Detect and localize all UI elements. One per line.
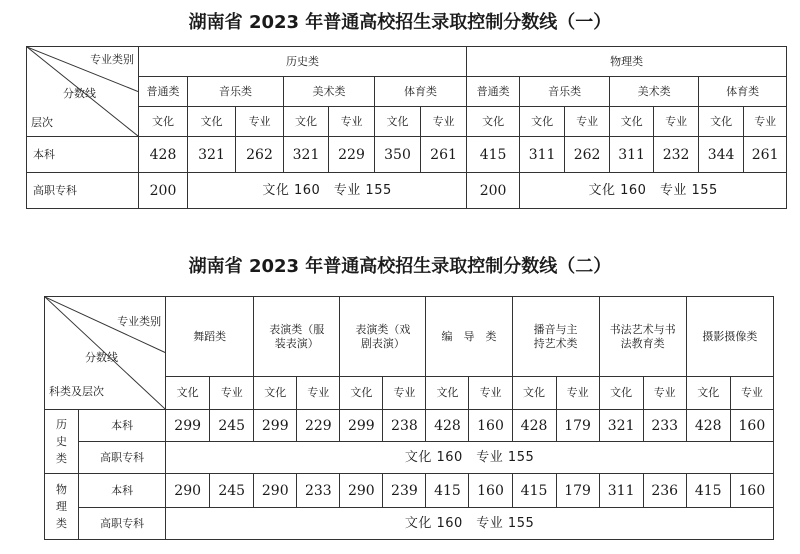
subheader-zhuanye: 专业 (210, 377, 254, 410)
category-sports: 体育类 (375, 77, 467, 107)
score-cell: 311 (599, 474, 643, 508)
merged-score-cell: 文化 160 专业 155 (188, 173, 467, 209)
score-cell: 321 (188, 137, 236, 173)
score-cell: 160 (469, 474, 512, 508)
category-performance-fashion: 表演类（服装表演） (254, 297, 340, 377)
table1-title: 湖南省 2023 年普通高校招生录取控制分数线（一） (188, 12, 612, 33)
score-cell: 233 (643, 410, 686, 442)
score-cell: 415 (426, 474, 469, 508)
score-cell: 245 (210, 410, 254, 442)
score-cell: 179 (556, 410, 599, 442)
score-cell: 160 (730, 474, 773, 508)
category-music: 音乐类 (188, 77, 284, 107)
score-cell: 229 (297, 410, 340, 442)
score-cell: 200 (467, 173, 520, 209)
history-group-header: 历史类 (139, 47, 467, 77)
score-cell: 428 (426, 410, 469, 442)
subheader-wenhua: 文化 (610, 107, 654, 137)
score-cell: 415 (467, 137, 520, 173)
score-cell: 238 (383, 410, 426, 442)
subheader-wenhua: 文化 (686, 377, 730, 410)
subheader-zhuanye: 专业 (654, 107, 699, 137)
subheader-zhuanye: 专业 (297, 377, 340, 410)
table-row (27, 173, 787, 209)
physics-group-header: 物理类 (467, 47, 787, 77)
group-label-physics: 物理类 (45, 474, 79, 540)
score-cell: 299 (166, 410, 210, 442)
subheader-zhuanye: 专业 (556, 377, 599, 410)
subheader-zhuanye: 专业 (236, 107, 284, 137)
category-photography: 摄影摄像类 (686, 297, 773, 377)
subheader-wenhua: 文化 (699, 107, 744, 137)
table2-title: 湖南省 2023 年普通高校招生录取控制分数线（二） (188, 256, 612, 277)
row-label-benke: 本科 (79, 474, 166, 508)
score-cell: 299 (254, 410, 297, 442)
table-row (45, 508, 774, 540)
score-cell: 311 (610, 137, 654, 173)
score-cell: 299 (340, 410, 383, 442)
score-cell: 290 (340, 474, 383, 508)
score-cell: 160 (730, 410, 773, 442)
corner-label-score: 分数线 (85, 351, 118, 364)
corner-label-type-level: 科类及层次 (49, 385, 104, 398)
subheader-wenhua: 文化 (166, 377, 210, 410)
category-music: 音乐类 (520, 77, 610, 107)
score-cell: 350 (375, 137, 421, 173)
subheader-zhuanye: 专业 (421, 107, 467, 137)
score-cell: 321 (599, 410, 643, 442)
merged-score-cell: 文化 160 专业 155 (166, 442, 774, 474)
score-cell: 229 (329, 137, 375, 173)
corner-header-cell (45, 297, 166, 410)
group-label-history: 历史类 (45, 410, 79, 474)
category-directing: 编 导 类 (426, 297, 512, 377)
score-cell: 236 (643, 474, 686, 508)
score-cell: 179 (556, 474, 599, 508)
subheader-wenhua: 文化 (188, 107, 236, 137)
subheader-wenhua: 文化 (512, 377, 556, 410)
score-table-2 (44, 296, 774, 540)
subheader-zhuanye: 专业 (730, 377, 773, 410)
category-performance-drama: 表演类（戏剧表演） (340, 297, 426, 377)
subheader-wenhua: 文化 (254, 377, 297, 410)
row-label-gaozhi: 高职专科 (27, 173, 139, 209)
category-art: 美术类 (610, 77, 699, 107)
subheader-zhuanye: 专业 (469, 377, 512, 410)
score-cell: 415 (512, 474, 556, 508)
table-row (45, 410, 774, 442)
score-cell: 262 (236, 137, 284, 173)
score-cell: 232 (654, 137, 699, 173)
score-cell: 428 (512, 410, 556, 442)
subheader-zhuanye: 专业 (383, 377, 426, 410)
row-label-benke: 本科 (27, 137, 139, 173)
subheader-wenhua: 文化 (599, 377, 643, 410)
table-row (27, 137, 787, 173)
category-putong: 普通类 (139, 77, 188, 107)
score-cell: 160 (469, 410, 512, 442)
corner-label-level: 层次 (31, 116, 53, 129)
category-dance: 舞蹈类 (166, 297, 254, 377)
subheader-wenhua: 文化 (467, 107, 520, 137)
score-cell: 344 (699, 137, 744, 173)
corner-label-category: 专业类别 (117, 315, 162, 328)
category-putong: 普通类 (467, 77, 520, 107)
subheader-wenhua: 文化 (284, 107, 329, 137)
subheader-wenhua: 文化 (426, 377, 469, 410)
score-cell: 200 (139, 173, 188, 209)
table-row (45, 442, 774, 474)
score-cell: 239 (383, 474, 426, 508)
score-cell: 311 (520, 137, 565, 173)
subheader-wenhua: 文化 (139, 107, 188, 137)
score-cell: 261 (421, 137, 467, 173)
score-cell: 290 (166, 474, 210, 508)
row-label-gaozhi: 高职专科 (79, 508, 166, 540)
subheader-zhuanye: 专业 (643, 377, 686, 410)
score-cell: 428 (686, 410, 730, 442)
table-row (45, 474, 774, 508)
category-sports: 体育类 (699, 77, 787, 107)
subheader-zhuanye: 专业 (329, 107, 375, 137)
category-calligraphy: 书法艺术与书法教育类 (599, 297, 686, 377)
score-cell: 233 (297, 474, 340, 508)
corner-header-cell (27, 47, 139, 137)
row-label-gaozhi: 高职专科 (79, 442, 166, 474)
score-table-1 (26, 46, 787, 209)
row-label-benke: 本科 (79, 410, 166, 442)
score-cell: 290 (254, 474, 297, 508)
subheader-zhuanye: 专业 (744, 107, 787, 137)
corner-label-score: 分数线 (63, 87, 96, 100)
score-cell: 428 (139, 137, 188, 173)
subheader-wenhua: 文化 (340, 377, 383, 410)
category-broadcasting: 播音与主持艺术类 (512, 297, 599, 377)
category-art: 美术类 (284, 77, 375, 107)
score-cell: 321 (284, 137, 329, 173)
score-cell: 415 (686, 474, 730, 508)
merged-score-cell: 文化 160 专业 155 (520, 173, 787, 209)
subheader-wenhua: 文化 (520, 107, 565, 137)
score-cell: 261 (744, 137, 787, 173)
subheader-wenhua: 文化 (375, 107, 421, 137)
merged-score-cell: 文化 160 专业 155 (166, 508, 774, 540)
score-cell: 245 (210, 474, 254, 508)
subheader-zhuanye: 专业 (565, 107, 610, 137)
score-cell: 262 (565, 137, 610, 173)
corner-label-category: 专业类别 (90, 53, 134, 66)
